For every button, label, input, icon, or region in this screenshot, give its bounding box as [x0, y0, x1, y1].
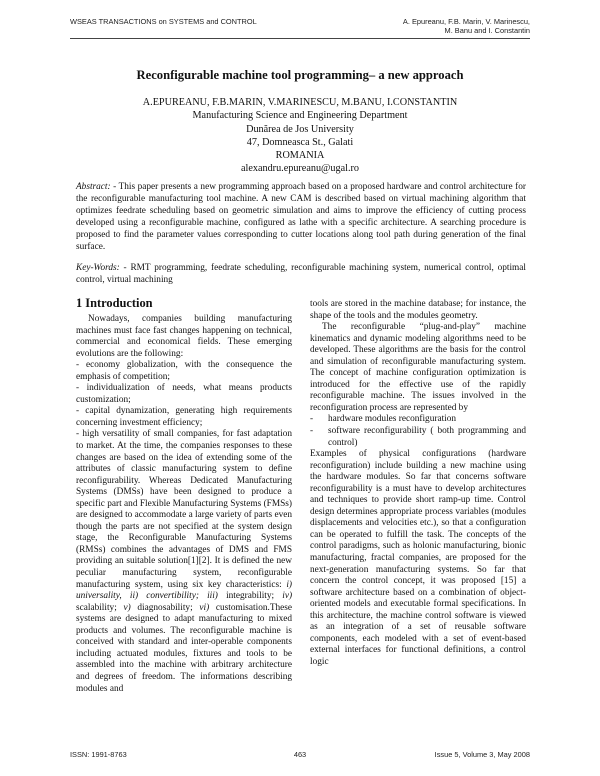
char-customisation-num: vi) — [199, 602, 210, 613]
char-convertibility: ii) convertibility; — [129, 591, 199, 602]
left-column — [76, 296, 292, 695]
char-diagnosability-num: v) — [123, 602, 131, 613]
keywords-label: Key-Words: - — [76, 263, 127, 273]
intro-item-globalization: - economy globalization, with the consequence the emphasis of competition; — [76, 360, 292, 382]
keywords-text: RMT programming, feedrate scheduling, reconfigurable machining system, numerical control, optimal control, virtual machining — [76, 263, 526, 285]
right-column — [310, 299, 526, 669]
intro-tail-text: customisation.These systems are designed to adapt manufacturing to mixed products and volumes. The reconfigurable machine is conceived with standard and inter-operable components including actuated modules, fixtures and tools to be assembled into the machine with arbitrary architecture and degrees of freedom. The informations describing modules and — [76, 602, 293, 694]
abstract-label: Abstract: - — [76, 182, 117, 192]
list-item-hardware — [310, 414, 526, 426]
header-rule — [70, 38, 530, 39]
keywords — [76, 263, 526, 287]
running-header-authors-line2: M. Banu and I. Constantin — [444, 26, 530, 35]
author-country: ROMANIA — [275, 150, 325, 162]
intro-item-versatility — [76, 429, 292, 695]
author-names: A.EPUREANU, F.B.MARIN, V.MARINESCU, M.BANU, I.CONSTANTIN — [142, 97, 458, 108]
intro-versatility-text: - high versatility of small companies, for fast adaptation to market. At the time, the companies responses to these changes are based on the idea of extending some of the attributes of classic manufacturing system to define reconfigurability. Whereas Dedicated Manufacturing Systems (DMSs) have been designed to produce a specific part and Flexible Manufacturing Systems (FMSs) are designed to accommodate a large variety of parts even though the parts are not specified at the system design stage, the Reconfigurable Manufacturing Systems (RMSs) combines the advantages of DMS and FMS providing an suitable solution[1][2]. It is defined the new peculiar manufacturing system, reconfigurable manufacturing system, using six key characteristics: — [76, 429, 292, 590]
char-diagnosability: diagnosability; — [137, 602, 193, 613]
char-integrability-num: iii) — [207, 591, 218, 602]
running-header-authors-line1: A. Epureanu, F.B. Marin, V. Marinescu, — [402, 17, 530, 26]
author-email[interactable]: alexandru.epureanu@ugal.ro — [241, 163, 359, 175]
abstract-text: This paper presents a new programming approach based on a proposed hardware and control architecture for the reconfigurable manufacturing tool machine. A new CAM is described based on virtual machining algorithm that optimizes feedrate scheduling based on geometric simulation and aims to improve the efficiency of cutting process developed using a reconfigurable machine, configured as lathe with a specific architecture. A searching procedure is proposed to find the parameter values corresponding to cutter locations along tool path during generation of the final surface. — [76, 182, 527, 252]
running-header-authors — [403, 17, 530, 35]
footer-issue: Issue 5, Volume 3, May 2008 — [434, 750, 530, 759]
intro-item-capital: - capital dynamization, generating high requirements concerning investment efficiency; — [76, 406, 292, 428]
bullet-mark: - — [310, 414, 314, 425]
intro-item-individualization: - individualization of needs, what means products customization; — [76, 383, 292, 405]
author-department: Manufacturing Science and Engineering Department — [192, 110, 408, 122]
right-paragraph-2: The reconfigurable “plug-and-play” machine kinematics and dynamic modeling algorithms need to be developed. These algorithms are the basis for the control and simulation of reconfigurable manufacturing system. The concept of machine configuration optimization is introduced for the effective use of the rapidly reconfigurable machine. The issues involved in the reconfiguration process are represented by — [310, 322, 526, 413]
char-universality: i) universality, — [76, 579, 293, 602]
section-title-introduction: 1 Introduction — [76, 296, 153, 310]
intro-paragraph-1: Nowadays, companies building manufacturing machines must face fast changes happening on technical, commercial and economical fields. These emerging evolutions are the following: — [76, 314, 292, 359]
list-item-software-text: software reconfigurability ( both programming and control) — [328, 426, 526, 448]
abstract — [76, 182, 526, 253]
right-paragraph-3: Examples of physical configurations (hardware reconfiguration) include building a new machine using the hardware modules. So far that concerns software reconfigurability is a must have to develop architectures and techniques to provide short ramp-up time. Control design determines appropriate process variables (modules displacements and velocities etc.), so that a configuration can be operated to fulfill the task. The concepts of the control paradigms, such as holonic manufacturing, bionic manufacturing, fractal companies, are proposed for the next-generation manufacturing systems. So far that concern the control concept, it was proposed [15] a software architecture based on a combination of object-oriented models and executable formal specifications. In this architecture, the machine control software is viewed as an integration of a set of reusable software components, each modeled with a set of event-based external interfaces for functional definitions, a control logic — [310, 449, 526, 667]
footer-page-number: 463 — [293, 750, 307, 759]
bullet-mark: - — [310, 426, 314, 437]
paper-title: Reconfigurable machine tool programming– a new approach — [136, 68, 464, 82]
right-paragraph-1: tools are stored in the machine database; for instance, the shape of the tools and the modules geometry. — [310, 299, 526, 321]
list-item-software — [310, 426, 526, 449]
running-header-journal: WSEAS TRANSACTIONS on SYSTEMS and CONTROL — [70, 17, 257, 26]
list-item-hardware-text: hardware modules reconfiguration — [328, 414, 457, 425]
footer-issn: ISSN: 1991-8763 — [70, 750, 127, 759]
char-scalability: scalability; — [76, 602, 117, 613]
author-block — [70, 96, 530, 176]
author-university: Dunărea de Jos University — [246, 123, 354, 135]
char-integrability: integrability; — [226, 591, 275, 602]
author-street: 47, Domneasca St., Galati — [246, 136, 354, 148]
char-scalability-num: iv) — [282, 591, 293, 602]
